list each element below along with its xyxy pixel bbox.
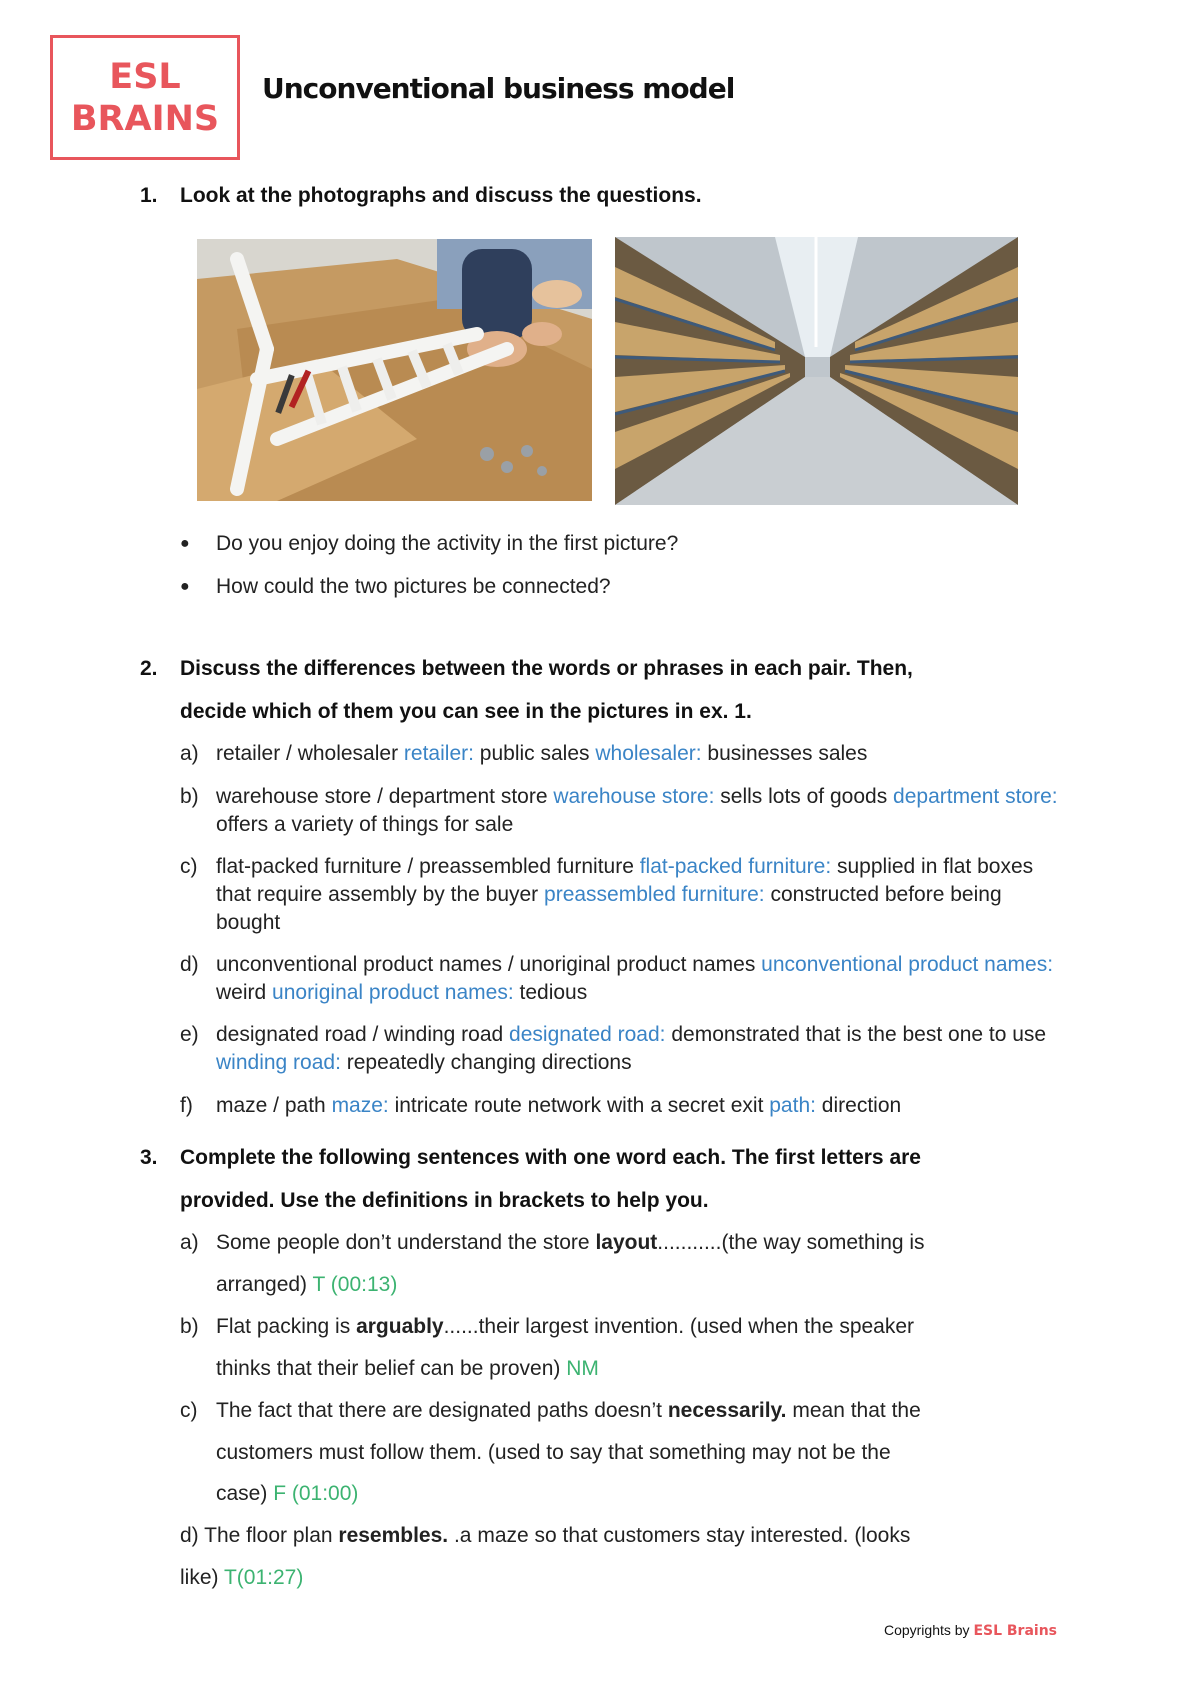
sentence-text: ...........(the way something is: [657, 1231, 925, 1254]
ex3-item-c: [180, 1399, 921, 1423]
sentence-text: Flat packing is: [216, 1315, 357, 1338]
ex3-number: 3.: [140, 1146, 158, 1169]
ex1-bullet-text: Do you enjoy doing the activity in the first picture?: [216, 532, 679, 555]
copyright-brand: ESL Brains: [973, 1623, 1057, 1639]
logo-line-1: ESL: [109, 56, 181, 97]
sentence-text: The fact that there are designated paths doesn’t: [216, 1399, 668, 1422]
definition: sells lots of goods: [714, 785, 894, 808]
ex3-item-a-line-2: [216, 1273, 397, 1297]
sentence-text: Some people don’t understand the store: [216, 1231, 596, 1254]
term: preassembled furniture:: [544, 883, 765, 906]
ex2-item-e: [180, 1023, 1046, 1047]
ex1-bullet-text: How could the two pictures be connected?: [216, 575, 611, 598]
item-label: c): [180, 855, 198, 878]
ex3-heading-line-1: Complete the following sentences with one word each. The first letters are: [180, 1146, 921, 1169]
bullet-dot-icon: ●: [180, 578, 190, 595]
warehouse-aisle-image: [615, 237, 1018, 505]
photo-furniture-assembly: [197, 239, 592, 501]
sentence-text: .a maze so that customers stay interested. (looks: [448, 1524, 911, 1547]
term: flat-packed furniture:: [639, 855, 832, 878]
definition: weird: [216, 981, 273, 1004]
item-label: f): [180, 1094, 193, 1117]
ex2-item-e-line-2: [216, 1051, 632, 1075]
ex2-item-c: [180, 855, 1033, 879]
answer-key: NM: [566, 1357, 599, 1380]
ex3-item-d: [180, 1524, 910, 1548]
ex1-heading-text: Look at the photographs and discuss the questions.: [180, 184, 702, 207]
term: unoriginal product names:: [272, 981, 514, 1004]
item-label: c): [180, 1399, 198, 1422]
item-label: b): [180, 1315, 199, 1338]
term: winding road:: [216, 1051, 341, 1074]
ex2-item-c-line-3: bought: [216, 911, 281, 934]
answer-word: necessarily.: [667, 1399, 787, 1422]
copyright-text: Copyrights by: [883, 1622, 974, 1638]
definition: repeatedly changing directions: [340, 1051, 632, 1074]
term: department store:: [893, 785, 1058, 808]
bullet-dot-icon: ●: [180, 535, 190, 552]
definition: businesses sales: [701, 742, 868, 765]
ex3-item-b: [180, 1315, 914, 1339]
sentence-text: thinks that their belief can be proven): [216, 1357, 567, 1380]
term: warehouse store:: [553, 785, 715, 808]
definition: tedious: [513, 981, 588, 1004]
ex3-item-a: [180, 1231, 925, 1255]
copyright-footer: [884, 1622, 1057, 1639]
ex3-item-d-line-2: [180, 1566, 303, 1590]
ex2-item-d-line-2: [216, 981, 587, 1005]
ex2-item-c-line-2: [216, 883, 1002, 907]
ex2-item-b: [180, 785, 1058, 809]
answer-word: arguably: [356, 1315, 444, 1338]
sentence-text: ......their largest invention. (used when the speaker: [443, 1315, 915, 1338]
item-label: d): [180, 1524, 199, 1547]
ex3-heading: [140, 1146, 921, 1170]
ex3-item-b-line-2: [216, 1357, 599, 1381]
definition: demonstrated that is the best one to use: [665, 1023, 1047, 1046]
word-pair: flat-packed furniture / preassembled furniture: [216, 855, 640, 878]
definition: public sales: [473, 742, 596, 765]
ex2-item-d: [180, 953, 1053, 977]
sentence-text: like): [180, 1566, 224, 1589]
ex2-heading-line-2: decide which of them you can see in the pictures in ex. 1.: [180, 700, 752, 723]
definition: supplied in flat boxes: [831, 855, 1034, 878]
furniture-assembly-image: [197, 239, 592, 501]
term: wholesaler:: [595, 742, 702, 765]
word-pair: retailer / wholesaler: [216, 742, 404, 765]
word-pair: unconventional product names / unoriginal product names: [216, 953, 762, 976]
definition: constructed before being: [764, 883, 1002, 906]
logo-line-2: BRAINS: [70, 98, 220, 139]
sentence-text: The floor plan: [198, 1524, 339, 1547]
ex3-item-c-line-2: customers must follow them. (used to say that something may not be the: [216, 1441, 891, 1464]
ex1-heading: [140, 184, 702, 208]
answer-word: layout: [595, 1231, 658, 1254]
item-label: a): [180, 742, 199, 765]
item-label: e): [180, 1023, 199, 1046]
word-pair: warehouse store / department store: [216, 785, 554, 808]
esl-brains-logo: [50, 35, 240, 160]
term: retailer:: [403, 742, 474, 765]
sentence-text: mean that the: [786, 1399, 921, 1422]
ex2-heading: [140, 657, 913, 681]
page-title: Unconventional business model: [262, 72, 735, 105]
photo-warehouse-aisle: [615, 237, 1018, 505]
ex3-item-c-line-3: [216, 1482, 358, 1506]
answer-key: F (01:00): [273, 1482, 359, 1505]
definition: that require assembly by the buyer: [216, 883, 545, 906]
item-label: b): [180, 785, 199, 808]
term: maze:: [331, 1094, 389, 1117]
term: path:: [769, 1094, 816, 1117]
ex1-bullet: [180, 575, 611, 599]
answer-key: T(01:27): [223, 1566, 304, 1589]
term: unconventional product names:: [761, 953, 1054, 976]
item-label: a): [180, 1231, 199, 1254]
term: designated road:: [509, 1023, 666, 1046]
ex1-number: 1.: [140, 184, 158, 207]
word-pair: designated road / winding road: [216, 1023, 510, 1046]
answer-key: T (00:13): [312, 1273, 398, 1296]
ex3-heading-line-2: provided. Use the definitions in brackets to help you.: [180, 1189, 709, 1212]
definition: direction: [815, 1094, 902, 1117]
ex2-heading-line-1: Discuss the differences between the words or phrases in each pair. Then,: [180, 657, 913, 680]
ex1-bullet: [180, 532, 678, 556]
item-label: d): [180, 953, 199, 976]
ex2-item-a: [180, 742, 867, 766]
answer-word: resembles.: [338, 1524, 449, 1547]
sentence-text: arranged): [216, 1273, 313, 1296]
sentence-text: case): [216, 1482, 274, 1505]
ex2-item-f: [180, 1094, 901, 1118]
ex2-number: 2.: [140, 657, 158, 680]
ex2-item-b-line-2: offers a variety of things for sale: [216, 813, 514, 836]
word-pair: maze / path: [216, 1094, 332, 1117]
definition: intricate route network with a secret exit: [388, 1094, 770, 1117]
